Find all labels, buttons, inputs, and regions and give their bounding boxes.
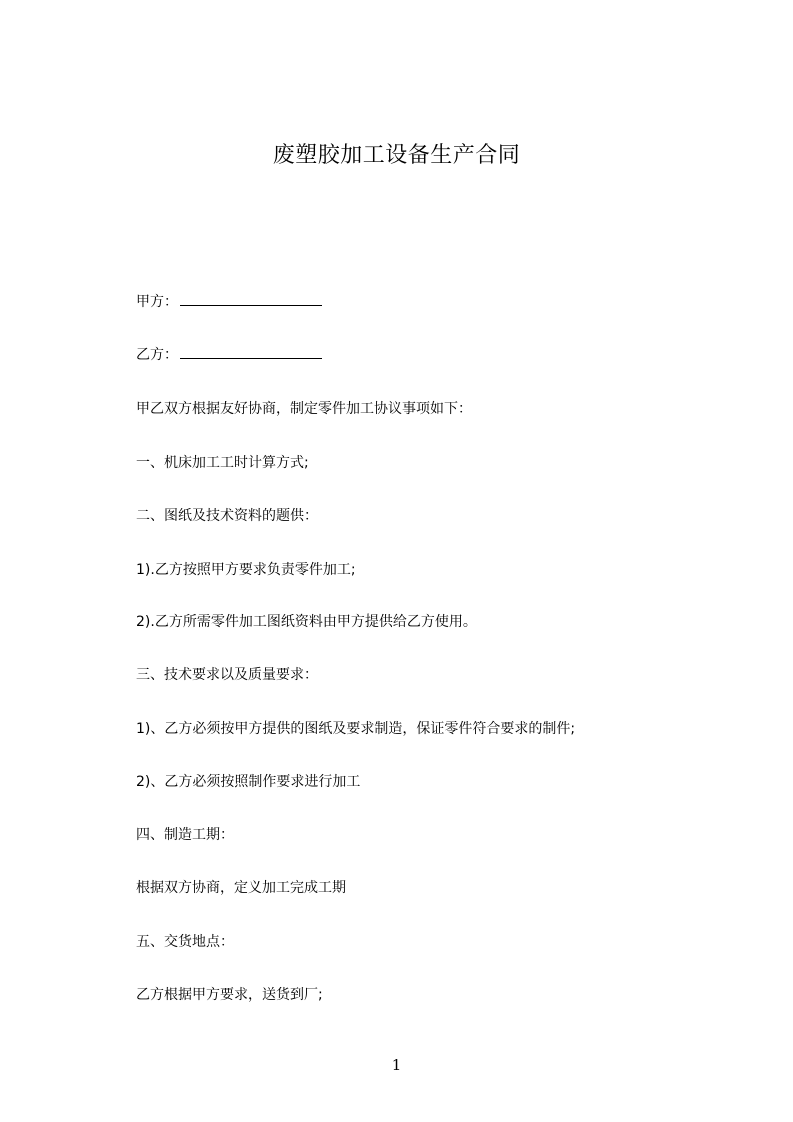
section4-heading: 四、制造工期：	[136, 827, 234, 843]
party-a-label: 甲方：	[136, 294, 178, 310]
section2-item-2: 2).乙方所需零件加工图纸资料由甲方提供给乙方使用。	[136, 614, 477, 630]
document-title: 废塑胶加工设备生产合同	[272, 143, 521, 168]
party-a-blank-field	[180, 291, 322, 306]
page-number: 1	[391, 1056, 402, 1074]
party-b-blank-field	[180, 344, 322, 359]
section2-item-1: 1).乙方按照甲方要求负责零件加工;	[136, 562, 356, 578]
section3-heading: 三、技术要求以及质量要求：	[136, 667, 318, 683]
party-a-line	[136, 291, 322, 312]
section3-item-1: 1)、乙方必须按甲方提供的图纸及要求制造，保证零件符合要求的制件;	[136, 721, 576, 737]
section4-text: 根据双方协商，定义加工完成工期	[136, 880, 346, 896]
section2-heading: 二、图纸及技术资料的题供：	[136, 508, 318, 524]
party-b-line	[136, 344, 322, 365]
section1-heading: 一、机床加工工时计算方式;	[136, 455, 309, 471]
intro-paragraph: 甲乙双方根据友好协商，制定零件加工协议事项如下：	[136, 401, 472, 417]
party-b-label: 乙方：	[136, 347, 178, 363]
section5-text: 乙方根据甲方要求，送货到厂;	[136, 987, 323, 1003]
section5-heading: 五、交货地点：	[136, 934, 234, 950]
section3-item-2: 2)、乙方必须按照制作要求进行加工	[136, 774, 361, 790]
